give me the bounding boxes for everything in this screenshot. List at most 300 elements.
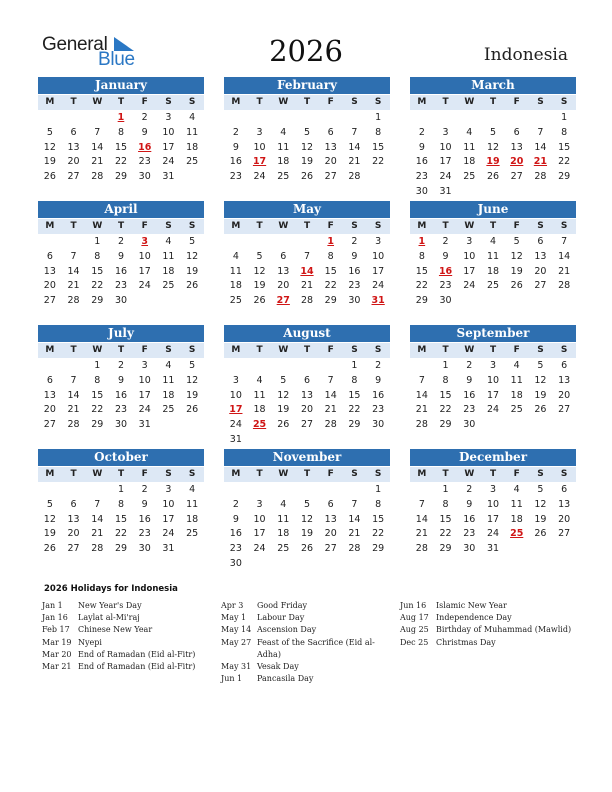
- day-cell: 6: [303, 374, 311, 386]
- weekday-label: T: [117, 97, 125, 107]
- day-cell: 11: [510, 498, 523, 510]
- holiday-name: Laylat al-Mi'raj: [78, 613, 140, 623]
- day-cell: 21: [67, 404, 80, 416]
- month-title: November: [224, 449, 390, 466]
- day-cell: 15: [114, 513, 128, 525]
- day-cell: 28: [558, 280, 571, 292]
- weekday-label: W: [278, 345, 289, 355]
- weekday-label: F: [141, 345, 148, 355]
- weekday-header: [224, 467, 390, 482]
- day-cell: 30: [114, 419, 128, 431]
- day-cell: 7: [537, 126, 544, 138]
- empty-cell: [38, 111, 62, 126]
- day-cell: 2: [232, 498, 239, 510]
- day-cell: 19: [510, 265, 523, 277]
- empty-cell: [295, 483, 319, 498]
- month-title: May: [224, 201, 390, 218]
- day-cell: 16: [229, 528, 242, 540]
- holiday-name: Independence Day: [436, 613, 512, 623]
- day-cell: 5: [537, 360, 544, 371]
- day-cell: 26: [300, 171, 314, 183]
- day-cell: 30: [138, 171, 151, 183]
- day-cell: 7: [418, 498, 425, 510]
- weekday-label: T: [442, 97, 449, 107]
- weekday-label: S: [165, 97, 172, 107]
- holiday-day-cell: 17: [252, 156, 267, 168]
- day-cell: 19: [300, 528, 314, 540]
- weekday-header: [410, 467, 576, 482]
- day-cell: 14: [91, 141, 104, 153]
- weekday-label: F: [513, 345, 520, 355]
- weekday-label: S: [374, 97, 382, 107]
- day-cell: 2: [466, 360, 473, 371]
- empty-cell: [295, 111, 319, 126]
- weekday-label: M: [231, 97, 241, 107]
- day-cell: 21: [91, 528, 104, 540]
- day-cell: 28: [324, 419, 337, 431]
- day-cell: 4: [513, 484, 520, 495]
- day-cell: 20: [558, 389, 571, 401]
- weekday-label: M: [417, 469, 427, 479]
- empty-cell: [271, 359, 295, 374]
- day-cell: 14: [348, 513, 361, 525]
- day-cell: 1: [561, 112, 568, 123]
- empty-cell: [85, 483, 109, 498]
- holiday-date: Aug 25: [400, 625, 429, 635]
- empty-cell: [62, 235, 86, 250]
- empty-cell: [248, 359, 272, 374]
- weekday-label: W: [464, 221, 475, 231]
- day-cell: 8: [442, 498, 449, 510]
- empty-cell: [38, 235, 62, 250]
- day-cell: 18: [229, 280, 242, 292]
- holiday-row: [42, 637, 217, 649]
- holiday-row: [42, 612, 217, 624]
- weekday-label: T: [117, 469, 125, 479]
- weekday-label: S: [165, 345, 172, 355]
- holiday-row: [42, 649, 217, 661]
- day-cell: 18: [510, 389, 523, 401]
- day-cell: 17: [162, 513, 175, 525]
- day-cell: 11: [253, 389, 266, 401]
- empty-cell: [224, 235, 248, 250]
- holiday-name: Islamic New Year: [436, 601, 507, 610]
- day-cell: 30: [229, 557, 242, 569]
- day-cell: 18: [510, 513, 523, 525]
- day-cell: 20: [67, 156, 80, 168]
- day-cell: 30: [415, 185, 428, 197]
- day-cell: 16: [138, 513, 151, 525]
- holiday-day-cell: 16: [138, 141, 152, 153]
- holiday-name: Ascension Day: [257, 625, 317, 635]
- month-august: [224, 325, 390, 448]
- month-may: [224, 201, 390, 309]
- day-cell: 29: [348, 419, 361, 431]
- holiday-day-cell: 14: [300, 265, 314, 277]
- day-cell: 7: [303, 250, 311, 262]
- day-cell: 15: [91, 265, 104, 277]
- holiday-day-cell: 19: [486, 156, 500, 168]
- day-cell: 28: [91, 543, 104, 555]
- day-cell: 31: [486, 543, 500, 555]
- day-cell: 22: [415, 280, 428, 292]
- day-cell: 30: [372, 419, 385, 431]
- weekday-label: S: [351, 345, 358, 355]
- holiday-day-cell: 3: [141, 236, 149, 247]
- day-cell: 31: [162, 543, 175, 555]
- day-cell: 18: [253, 404, 266, 416]
- day-cell: 22: [372, 156, 385, 168]
- day-cell: 27: [510, 171, 523, 183]
- holiday-date: May 27: [221, 637, 252, 647]
- month-november: [224, 449, 390, 572]
- day-cell: 13: [558, 498, 571, 510]
- day-cell: 28: [67, 419, 80, 431]
- day-cell: 12: [534, 498, 547, 510]
- day-cell: 27: [558, 528, 571, 540]
- day-cell: 21: [67, 280, 80, 292]
- day-cell: 26: [253, 295, 266, 307]
- day-cell: 1: [442, 360, 449, 371]
- weekday-label: T: [70, 345, 77, 355]
- day-cell: 14: [91, 513, 104, 525]
- day-cell: 6: [46, 374, 53, 386]
- day-cell: 20: [43, 404, 56, 416]
- month-title: October: [38, 449, 204, 466]
- holiday-date: Feb 17: [42, 625, 70, 635]
- day-cell: 5: [513, 236, 520, 247]
- day-cell: 21: [300, 280, 314, 292]
- day-cell: 20: [43, 280, 56, 292]
- day-cell: 19: [43, 156, 56, 168]
- empty-cell: [319, 111, 343, 126]
- day-cell: 10: [162, 126, 175, 138]
- day-cell: 4: [165, 360, 172, 371]
- day-cell: 18: [186, 141, 199, 153]
- day-cell: 13: [67, 513, 80, 525]
- day-cell: 27: [43, 295, 56, 307]
- empty-cell: [410, 111, 434, 126]
- day-cell: 3: [256, 498, 263, 510]
- day-grid: [410, 359, 576, 433]
- day-cell: 8: [561, 126, 568, 138]
- month-title: July: [38, 325, 204, 342]
- day-cell: 9: [466, 498, 473, 510]
- day-cell: 2: [141, 484, 148, 495]
- day-cell: 25: [463, 171, 476, 183]
- weekday-header: [38, 343, 204, 358]
- day-cell: 11: [186, 126, 199, 138]
- day-cell: 18: [162, 389, 175, 401]
- day-cell: 8: [117, 126, 125, 138]
- day-cell: 6: [561, 360, 568, 371]
- holiday-day-cell: 31: [371, 295, 385, 307]
- weekday-header: [224, 343, 390, 358]
- holiday-date: May 31: [221, 662, 252, 672]
- holiday-row: [400, 612, 575, 624]
- holiday-date: Apr 3: [221, 601, 244, 610]
- day-cell: 12: [253, 265, 266, 277]
- weekday-label: W: [92, 345, 103, 355]
- day-cell: 5: [46, 126, 53, 138]
- day-cell: 5: [189, 360, 196, 371]
- day-cell: 8: [94, 374, 101, 386]
- holiday-name: Christmas Day: [436, 637, 496, 647]
- weekday-label: S: [188, 469, 196, 479]
- day-cell: 18: [463, 156, 476, 168]
- day-cell: 15: [415, 265, 428, 277]
- day-cell: 22: [114, 156, 128, 168]
- month-february: [224, 77, 390, 185]
- day-cell: 13: [558, 374, 571, 386]
- month-title: January: [38, 77, 204, 94]
- weekday-label: W: [278, 221, 289, 231]
- day-cell: 19: [534, 389, 547, 401]
- day-cell: 16: [415, 156, 428, 168]
- day-grid: [410, 111, 576, 200]
- day-cell: 8: [351, 374, 358, 386]
- month-title: June: [410, 201, 576, 218]
- day-cell: 8: [375, 126, 382, 138]
- month-july: [38, 325, 204, 433]
- day-cell: 27: [324, 543, 337, 555]
- day-grid: [38, 111, 204, 185]
- day-cell: 22: [324, 280, 337, 292]
- day-cell: 23: [372, 404, 385, 416]
- day-cell: 13: [324, 141, 337, 153]
- day-cell: 28: [348, 543, 361, 555]
- day-cell: 21: [348, 528, 361, 540]
- day-cell: 1: [94, 236, 101, 247]
- day-cell: 10: [253, 141, 266, 153]
- day-cell: 28: [348, 171, 361, 183]
- day-cell: 16: [114, 389, 128, 401]
- day-cell: 10: [138, 250, 151, 262]
- day-cell: 18: [186, 513, 199, 525]
- day-cell: 13: [67, 141, 80, 153]
- day-cell: 1: [375, 484, 382, 495]
- day-cell: 7: [94, 126, 101, 138]
- empty-cell: [529, 111, 553, 126]
- holiday-name: Labour Day: [257, 613, 305, 623]
- weekday-label: M: [231, 469, 241, 479]
- day-cell: 27: [300, 419, 314, 431]
- day-cell: 27: [558, 404, 571, 416]
- month-april: [38, 201, 204, 309]
- day-cell: 29: [415, 295, 428, 307]
- day-cell: 29: [439, 419, 452, 431]
- day-cell: 9: [141, 498, 148, 510]
- day-cell: 20: [534, 265, 547, 277]
- weekday-label: T: [70, 97, 77, 107]
- day-cell: 19: [534, 513, 547, 525]
- holiday-date: Jun 1: [221, 674, 243, 684]
- day-cell: 23: [229, 171, 242, 183]
- day-cell: 13: [43, 389, 56, 401]
- day-cell: 14: [324, 389, 337, 401]
- day-cell: 3: [489, 484, 497, 495]
- day-cell: 3: [232, 374, 239, 386]
- holiday-row: [221, 661, 376, 673]
- day-cell: 17: [138, 389, 151, 401]
- weekday-label: T: [303, 469, 311, 479]
- day-cell: 15: [324, 265, 337, 277]
- day-cell: 6: [280, 250, 287, 262]
- holiday-row: [221, 600, 376, 612]
- day-cell: 21: [348, 156, 361, 168]
- day-cell: 27: [324, 171, 337, 183]
- day-cell: 2: [351, 236, 358, 247]
- day-cell: 25: [277, 171, 290, 183]
- day-cell: 3: [165, 484, 172, 495]
- day-cell: 6: [46, 250, 53, 262]
- day-cell: 6: [327, 126, 334, 138]
- day-cell: 12: [300, 141, 314, 153]
- weekday-label: T: [442, 469, 449, 479]
- day-cell: 15: [439, 389, 452, 401]
- weekday-label: T: [117, 345, 125, 355]
- day-cell: 11: [186, 498, 199, 510]
- holiday-day-cell: 1: [117, 112, 125, 123]
- day-cell: 31: [138, 419, 151, 431]
- day-cell: 15: [439, 513, 452, 525]
- weekday-label: T: [117, 221, 125, 231]
- day-cell: 4: [165, 236, 172, 247]
- weekday-header: [410, 219, 576, 234]
- day-cell: 18: [277, 528, 290, 540]
- day-cell: 26: [300, 543, 314, 555]
- day-cell: 22: [91, 280, 104, 292]
- day-cell: 2: [117, 360, 125, 371]
- day-cell: 30: [439, 295, 452, 307]
- weekday-label: W: [278, 469, 289, 479]
- day-cell: 23: [415, 171, 428, 183]
- day-cell: 10: [162, 498, 175, 510]
- day-cell: 16: [463, 513, 476, 525]
- day-cell: 22: [439, 528, 452, 540]
- day-cell: 2: [442, 236, 449, 247]
- holiday-name: Good Friday: [257, 601, 308, 610]
- day-cell: 11: [486, 250, 500, 262]
- holiday-date: May 1: [221, 613, 247, 623]
- holiday-row: [400, 624, 575, 636]
- holiday-column: [221, 600, 376, 685]
- day-cell: 15: [348, 389, 361, 401]
- day-cell: 12: [277, 389, 290, 401]
- day-cell: 3: [489, 360, 497, 371]
- weekday-label: T: [442, 345, 449, 355]
- day-cell: 8: [117, 498, 125, 510]
- day-cell: 21: [558, 265, 571, 277]
- day-cell: 2: [232, 126, 239, 138]
- day-cell: 1: [117, 484, 125, 495]
- day-cell: 28: [300, 295, 314, 307]
- day-cell: 17: [463, 265, 476, 277]
- day-cell: 4: [513, 360, 520, 371]
- weekday-label: T: [70, 221, 77, 231]
- weekday-label: T: [256, 469, 263, 479]
- day-cell: 24: [138, 280, 151, 292]
- holiday-row: [400, 637, 575, 649]
- day-cell: 12: [510, 250, 523, 262]
- weekday-label: F: [327, 345, 334, 355]
- day-cell: 27: [67, 171, 80, 183]
- day-cell: 10: [463, 250, 476, 262]
- holiday-name: Chinese New Year: [78, 625, 153, 635]
- day-cell: 29: [114, 543, 128, 555]
- weekday-label: S: [560, 97, 568, 107]
- empty-cell: [271, 111, 295, 126]
- weekday-label: F: [513, 221, 520, 231]
- day-cell: 30: [348, 295, 361, 307]
- day-cell: 29: [324, 295, 337, 307]
- day-cell: 12: [300, 513, 314, 525]
- month-june: [410, 201, 576, 309]
- day-cell: 11: [463, 141, 476, 153]
- day-cell: 13: [277, 265, 290, 277]
- day-cell: 24: [486, 404, 500, 416]
- day-cell: 4: [280, 126, 287, 138]
- empty-cell: [224, 111, 248, 126]
- day-cell: 17: [486, 389, 500, 401]
- day-cell: 4: [489, 236, 497, 247]
- day-cell: 12: [43, 141, 56, 153]
- day-cell: 11: [229, 265, 242, 277]
- day-cell: 1: [375, 112, 382, 123]
- weekday-label: T: [303, 97, 311, 107]
- day-cell: 16: [348, 265, 361, 277]
- day-cell: 6: [70, 126, 77, 138]
- empty-cell: [481, 111, 505, 126]
- day-cell: 23: [114, 280, 128, 292]
- day-cell: 26: [510, 280, 523, 292]
- weekday-label: W: [92, 221, 103, 231]
- day-cell: 9: [117, 374, 125, 386]
- day-cell: 6: [513, 126, 520, 138]
- month-title: March: [410, 77, 576, 94]
- day-cell: 3: [375, 236, 382, 247]
- day-cell: 15: [114, 141, 128, 153]
- holiday-day-cell: 25: [252, 419, 267, 431]
- weekday-label: S: [374, 221, 382, 231]
- day-grid: [224, 111, 390, 185]
- day-cell: 4: [232, 250, 239, 262]
- day-cell: 24: [463, 280, 476, 292]
- holiday-row: [42, 600, 217, 612]
- holiday-day-cell: 27: [276, 295, 290, 307]
- logo-word-blue: Blue: [98, 49, 135, 70]
- day-cell: 30: [463, 419, 476, 431]
- month-december: [410, 449, 576, 557]
- day-cell: 23: [463, 528, 476, 540]
- day-cell: 8: [94, 250, 101, 262]
- day-cell: 24: [162, 156, 175, 168]
- day-cell: 1: [351, 360, 358, 371]
- day-grid: [38, 235, 204, 309]
- day-cell: 24: [162, 528, 175, 540]
- day-cell: 24: [486, 528, 500, 540]
- day-cell: 2: [141, 112, 148, 123]
- holiday-name: Feast of the Sacrifice (Eid al-Adha): [257, 637, 375, 659]
- day-cell: 26: [486, 171, 500, 183]
- weekday-label: S: [351, 97, 358, 107]
- day-cell: 30: [114, 295, 128, 307]
- holiday-day-cell: 25: [510, 528, 524, 540]
- weekday-label: T: [70, 469, 77, 479]
- day-cell: 17: [439, 156, 452, 168]
- empty-cell: [38, 483, 62, 498]
- empty-cell: [410, 359, 434, 374]
